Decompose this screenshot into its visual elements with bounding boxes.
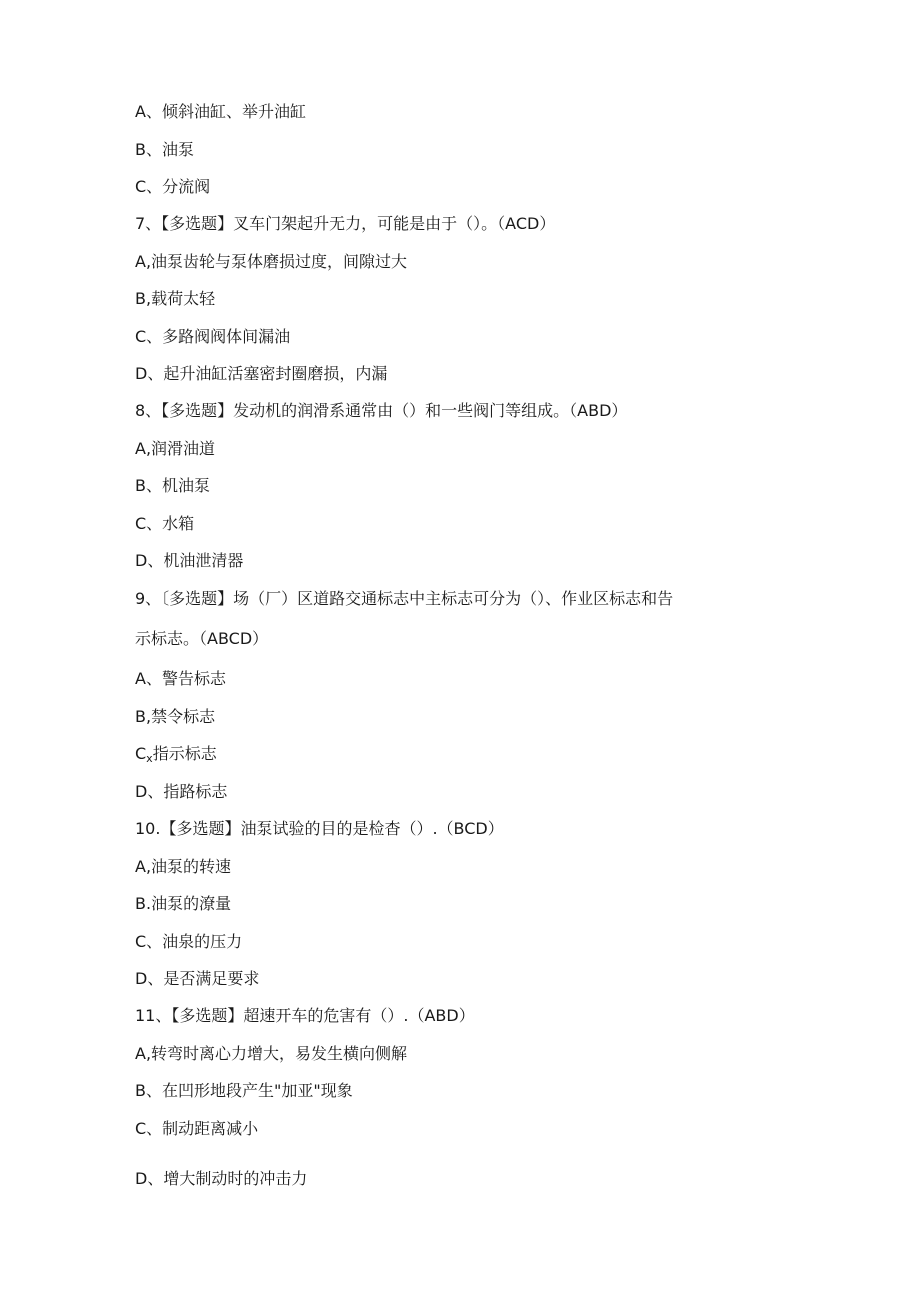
q7-option-d: D、起升油缸活塞密封圈磨损，内漏	[135, 364, 388, 383]
q10-option-a: A,油泵的转速	[135, 857, 232, 876]
q9-option-d: D、指路标志	[135, 782, 228, 801]
q10-option-b: B.油泵的潦量	[135, 894, 232, 913]
q9-option-a: A、警告标志	[135, 669, 226, 688]
q7-option-c: C、多路阀阀体间漏油	[135, 327, 291, 346]
q11-option-b: B、在凹形地段产生"加亚"现象	[135, 1081, 353, 1100]
q8-option-b: B、机油泵	[135, 476, 210, 495]
q8-option-d: D、机油泄清器	[135, 551, 244, 570]
q9-question-cont: 示标志。（ABCD）	[135, 629, 269, 648]
q10-option-d: D、是否满足要求	[135, 969, 260, 988]
q7-option-b: B,载荷太轻	[135, 289, 216, 308]
q10-question: 10.【多选题】油泵试验的目的是检杳（）.（BCD）	[135, 819, 504, 838]
q9-option-c	[135, 744, 217, 769]
q11-option-c: C、制动距离减小	[135, 1119, 259, 1138]
q6-option-a: A、倾斜油缸、举升油缸	[135, 102, 306, 121]
q9-option-c-subscript: x	[146, 752, 153, 765]
q7-question: 7、【多选题】叉车门架起升无力，可能是由于（）。（ACD）	[135, 214, 556, 233]
q7-option-a: A,油泵齿轮与泵体磨损过度，间隙过大	[135, 252, 408, 271]
q8-option-a: A,润滑油道	[135, 439, 216, 458]
q9-option-b: B,禁令标志	[135, 707, 216, 726]
q9-question: 9、〔多选题】场（厂）区道路交通标志中主标志可分为（）、作业区标志和告	[135, 589, 674, 608]
q6-option-b: B、油泵	[135, 140, 194, 159]
q6-option-c: C、分流阀	[135, 177, 211, 196]
q8-question: 8、【多选题】发动机的润滑系通常由（）和一些阀门等组成。（ABD）	[135, 401, 628, 420]
q11-option-a: A,转弯时离心力增大，易发生横向侧解	[135, 1044, 408, 1063]
q8-option-c: C、水箱	[135, 514, 195, 533]
q11-option-d: D、增大制动时的冲击力	[135, 1169, 308, 1188]
q10-option-c: C、油泉的压力	[135, 932, 243, 951]
q9-option-c-letter: C	[135, 744, 147, 763]
q9-option-c-text: 指示标志	[152, 744, 217, 763]
q11-question: 11、【多选题】超速开车的危害有（）.（ABD）	[135, 1006, 475, 1025]
